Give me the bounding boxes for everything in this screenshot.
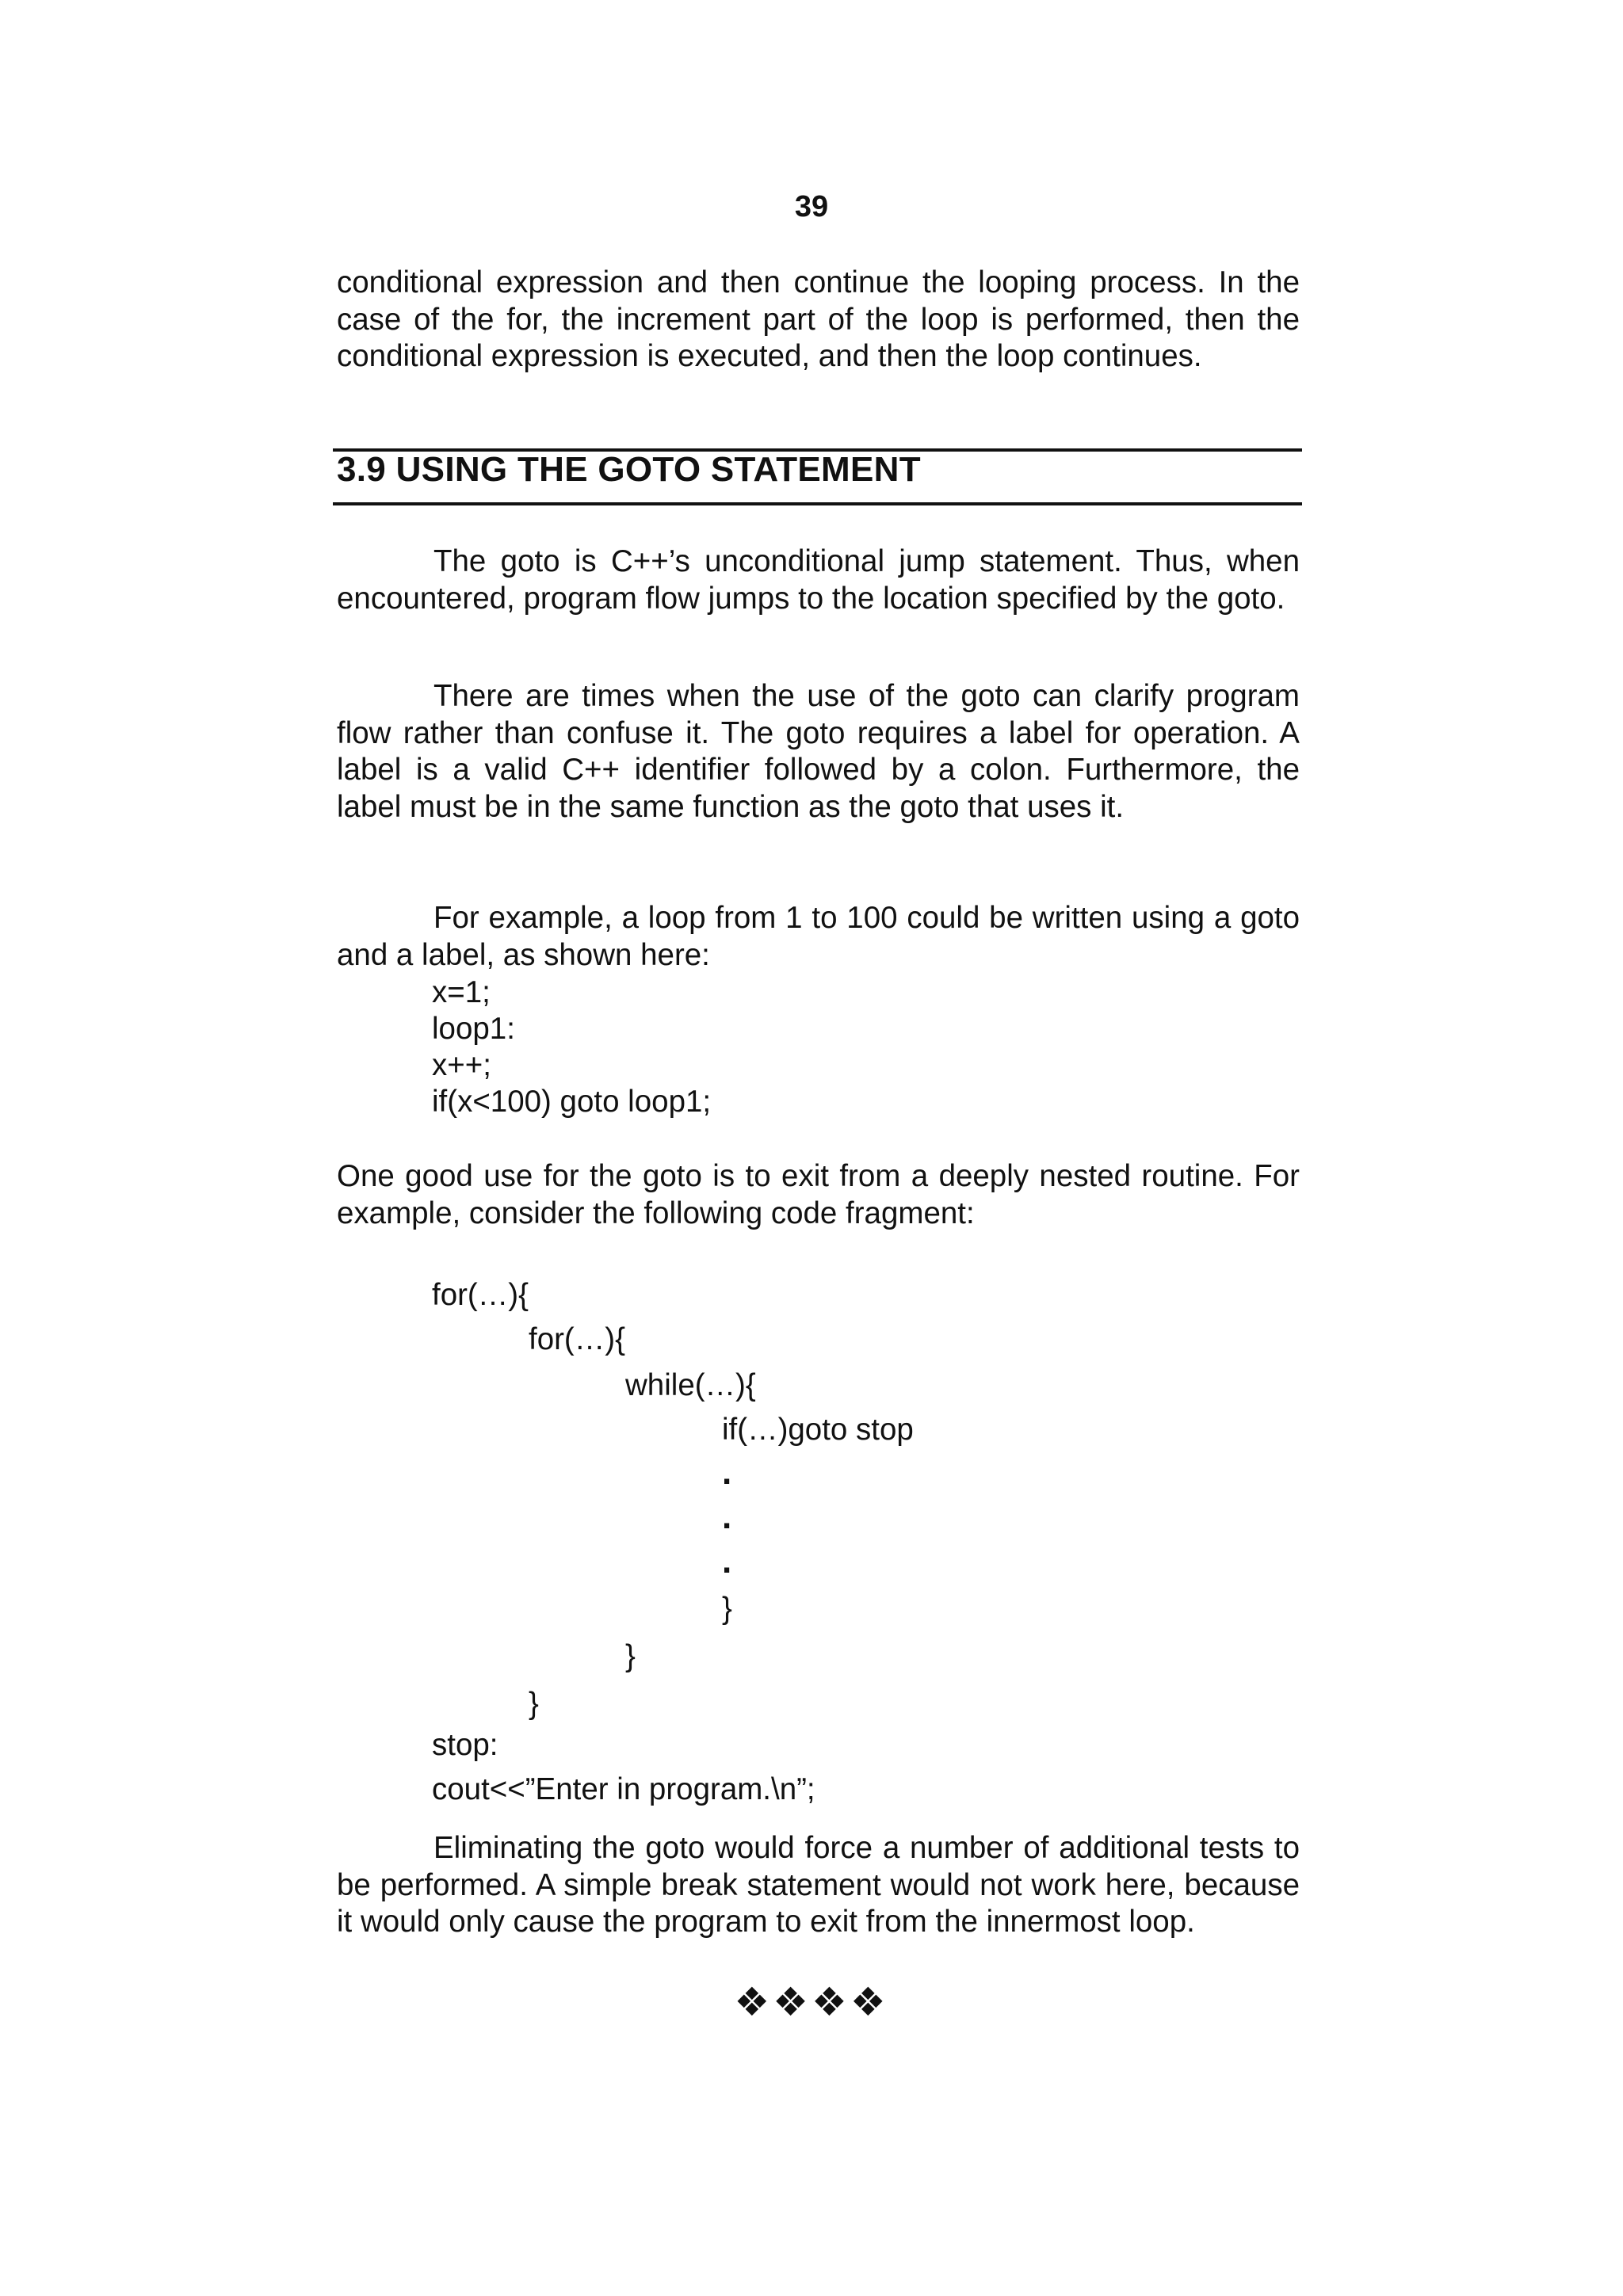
code-line: if(x<100) goto loop1; <box>432 1085 712 1119</box>
code-ellipsis-dot: . <box>722 1453 732 1492</box>
code-ellipsis-dot: . <box>722 1542 732 1581</box>
paragraph-block-1 <box>337 543 1300 617</box>
paragraph-block-5 <box>337 1830 1300 1941</box>
closing-paragraph: Eliminating the goto would force a number of additional tests to be performed. A simple break statement would not work here, because it would only cause the program to exit from the innermost loop. <box>337 1831 1300 1939</box>
code-close-brace: } <box>529 1687 539 1721</box>
paragraph-block-3 <box>337 900 1300 974</box>
section-heading: 3.9 USING THE GOTO STATEMENT <box>337 450 921 489</box>
code-close-brace: } <box>722 1592 732 1626</box>
paragraph-block-2 <box>337 678 1300 826</box>
code-line: if(…)goto stop <box>722 1413 914 1447</box>
goto-definition-paragraph: The goto is C++’s unconditional jump statement. Thus, when encountered, program flow jumps to the location specified by the goto. <box>337 544 1300 616</box>
heading-bottom-rule <box>333 502 1302 505</box>
nested-routine-paragraph: One good use for the goto is to exit from a deeply nested routine. For example, consider the following code fragment: <box>337 1159 1300 1230</box>
code-label: stop: <box>432 1728 498 1762</box>
goto-label-paragraph: There are times when the use of the goto can clarify program flow rather than confuse it. The goto requires a label for operation. A label is a valid C++ identifier followed by a colon. Furthermore, the label must be in the same function as the goto that uses it. <box>337 679 1300 824</box>
ornament-divider: ❖❖❖❖ <box>734 1979 889 2025</box>
intro-paragraph-block <box>337 265 1300 376</box>
loop-example-paragraph: For example, a loop from 1 to 100 could be written using a goto and a label, as shown here: <box>337 901 1300 972</box>
code-line: loop1: <box>432 1012 515 1046</box>
code-line: x=1; <box>432 975 491 1009</box>
code-line: for(…){ <box>432 1278 529 1312</box>
page-number: 39 <box>794 190 829 223</box>
code-line: for(…){ <box>529 1322 625 1356</box>
intro-paragraph: conditional expression and then continue the looping process. In the case of the for, the increment part of the loop is performed, then the conditional expression is executed, and then the loop continues. <box>337 265 1300 373</box>
code-output-line: cout<<”Enter in program.\n”; <box>432 1772 815 1806</box>
code-close-brace: } <box>625 1639 636 1673</box>
code-ellipsis-dot: . <box>722 1497 732 1536</box>
code-line: while(…){ <box>625 1368 756 1402</box>
paragraph-block-4 <box>337 1158 1300 1232</box>
code-line: x++; <box>432 1048 491 1082</box>
